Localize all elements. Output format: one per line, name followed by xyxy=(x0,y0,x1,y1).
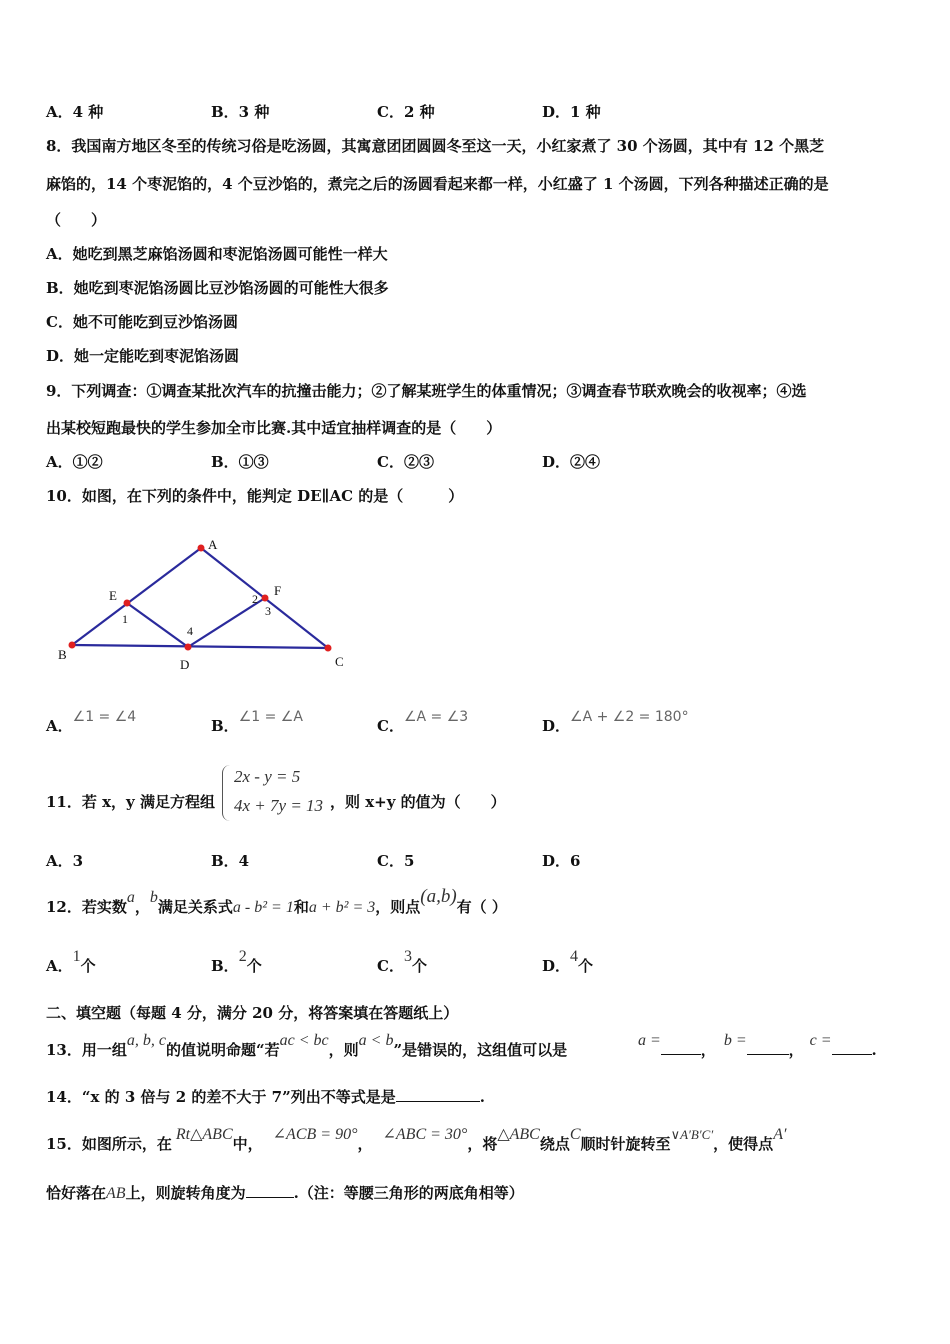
q15-triangle2: △ABC xyxy=(497,1126,540,1143)
label-e: E xyxy=(109,588,117,603)
point-e xyxy=(124,600,131,607)
q12-option-c: C．3个 xyxy=(377,948,427,975)
triangle-figure xyxy=(55,535,355,675)
point-d xyxy=(185,644,192,651)
q13-blank-b[interactable] xyxy=(747,1040,789,1055)
brace xyxy=(222,765,231,821)
q15-stem-line2: 恰好落在AB上，则旋转角度为 .（注：等腰三角形的两底角相等） xyxy=(46,1184,524,1202)
q8-stem-line1: 8．我国南方地区冬至的传统习俗是吃汤圆，其寓意团团圆圆冬至这一天，小红家煮了 30 个汤圆，其中有 12 个黑芝 xyxy=(46,137,825,155)
q13-blank-c[interactable] xyxy=(832,1040,872,1055)
q15-triangle3: ∨A′B′C′ xyxy=(670,1127,714,1142)
q10-option-a: A．∠1 = ∠4 xyxy=(46,709,137,735)
q11-option-d: D．6 xyxy=(542,852,581,870)
q14-stem: 14．“x 的 3 倍与 2 的差不大于 7”列出不等式是是 . xyxy=(46,1088,485,1106)
point-c xyxy=(325,645,332,652)
q13-vars: a, b, c xyxy=(126,1032,166,1049)
q11-eq1: 2x - y = 5 xyxy=(234,767,301,786)
q15-segment-ab: AB xyxy=(106,1185,126,1202)
q8-option-d: D．她一定能吃到枣泥馅汤圆 xyxy=(46,347,240,365)
q10-stem: 10．如图，在下列的条件中，能判定 DE∥AC 的是（ ） xyxy=(46,487,464,505)
label-angle-2: 2 xyxy=(252,592,258,606)
q8-option-a: A．她吃到黑芝麻馅汤圆和枣泥馅汤圆可能性一样大 xyxy=(46,245,388,263)
q9-option-d: D．②④ xyxy=(542,453,601,471)
q13-cond2: a < b xyxy=(358,1032,394,1049)
q10-option-a-math: ∠1 = ∠4 xyxy=(72,709,137,725)
q10-option-c: C．∠A = ∠3 xyxy=(377,709,469,735)
q10-option-d-math: ∠A + ∠2 = 180° xyxy=(570,709,689,725)
q12-eq1: a - b² = 1 xyxy=(232,899,294,916)
q8-stem-line3: （ ） xyxy=(46,211,107,229)
q11-option-a: A．3 xyxy=(46,852,84,870)
label-angle-1: 1 xyxy=(122,612,128,626)
q9-option-a: A．①② xyxy=(46,453,103,471)
q15-angle-abc: ∠ABC = 30° xyxy=(382,1126,468,1143)
q7-option-a: A．4 种 xyxy=(46,103,104,121)
q15-point-c: C xyxy=(569,1126,581,1143)
q15-triangle: Rt△ABC xyxy=(175,1126,233,1143)
point-b xyxy=(69,642,76,649)
label-f: F xyxy=(274,583,282,598)
line-ed xyxy=(127,603,188,647)
q11-stem-post: ，则 x+y 的值为（ ） xyxy=(330,793,506,811)
q15-angle-acb: ∠ACB = 90° xyxy=(272,1126,358,1143)
q13-cond1: ac < bc xyxy=(279,1032,329,1049)
point-f xyxy=(262,595,269,602)
q10-option-b-math: ∠1 = ∠A xyxy=(238,709,303,725)
q7-option-c: C．2 种 xyxy=(377,103,435,121)
q9-stem-line1: 9．下列调查：①调查某批次汽车的抗撞击能力；②了解某班学生的体重情况；③调查春节联欢晚会的收视率；④选 xyxy=(46,382,807,400)
q7-option-d: D．1 种 xyxy=(542,103,601,121)
q11-eq2: 4x + 7y = 13 xyxy=(234,796,324,815)
q13-stem: 13．用一组a, b, c的值说明命题“若ac < bc，则a < b”是错误的，这组值可以是 xyxy=(46,1032,568,1059)
q10-option-b: B．∠1 = ∠A xyxy=(211,709,303,735)
q10-option-c-math: ∠A = ∠3 xyxy=(403,709,469,725)
q12-option-b: B．2个 xyxy=(211,948,262,975)
q15-point-a-prime: A′ xyxy=(773,1126,787,1143)
q11-option-b: B．4 xyxy=(211,852,250,870)
q8-option-c: C．她不可能吃到豆沙馅汤圆 xyxy=(46,313,238,331)
q8-option-b: B．她吃到枣泥馅汤圆比豆沙馅汤圆的可能性大很多 xyxy=(46,279,389,297)
q9-stem-line2: 出某校短跑最快的学生参加全市比赛.其中适宜抽样调查的是（ ） xyxy=(46,419,502,437)
section-2-heading: 二、填空题（每题 4 分，满分 20 分，将答案填在答题纸上） xyxy=(46,1004,459,1022)
point-a xyxy=(198,545,205,552)
label-a: A xyxy=(208,537,218,552)
q13-blanks: a =，b =，c =. xyxy=(638,1032,877,1059)
label-d: D xyxy=(180,657,190,672)
q9-option-b: B．①③ xyxy=(211,453,269,471)
q12-option-d: D．4个 xyxy=(542,948,594,975)
q12-point: (a,b) xyxy=(420,886,457,907)
q12-option-a: A．1个 xyxy=(46,948,96,975)
q9-option-c: C．②③ xyxy=(377,453,434,471)
q12-eq2: a + b² = 3 xyxy=(308,899,376,916)
q14-blank[interactable] xyxy=(396,1087,480,1102)
q11-stem-pre: 11．若 x，y 满足方程组 xyxy=(46,793,215,811)
line-bc xyxy=(72,645,328,648)
q15-blank[interactable] xyxy=(246,1183,294,1198)
q10-option-d: D．∠A + ∠2 = 180° xyxy=(542,709,689,735)
q11-equation-system xyxy=(222,765,322,823)
q7-option-b: B．3 种 xyxy=(211,103,270,121)
label-angle-4: 4 xyxy=(187,624,193,638)
q13-blank-a[interactable] xyxy=(661,1040,701,1055)
label-angle-3: 3 xyxy=(265,604,271,618)
line-ba xyxy=(72,548,201,645)
q12-var-a: a xyxy=(126,889,135,906)
q12-stem: 12．若实数a，b满足关系式a - b² = 1和a + b² = 3，则点(a,b)有（ ） xyxy=(46,886,507,916)
q11-option-c: C．5 xyxy=(377,852,415,870)
label-b: B xyxy=(58,647,67,662)
q8-stem-line2: 麻馅的，14 个枣泥馅的，4 个豆沙馅的，煮完之后的汤圆看起来都一样，小红盛了 1 个汤圆，下列各种描述正确的是 xyxy=(46,175,829,193)
label-c: C xyxy=(335,654,344,669)
q15-stem-line1: 15．如图所示，在Rt△ABC中，∠ACB = 90°，∠ABC = 30°，将△ABC绕点C顺时针旋转至∨A′B′C′，使得点A′ xyxy=(46,1126,787,1153)
q12-var-b: b xyxy=(149,889,158,906)
